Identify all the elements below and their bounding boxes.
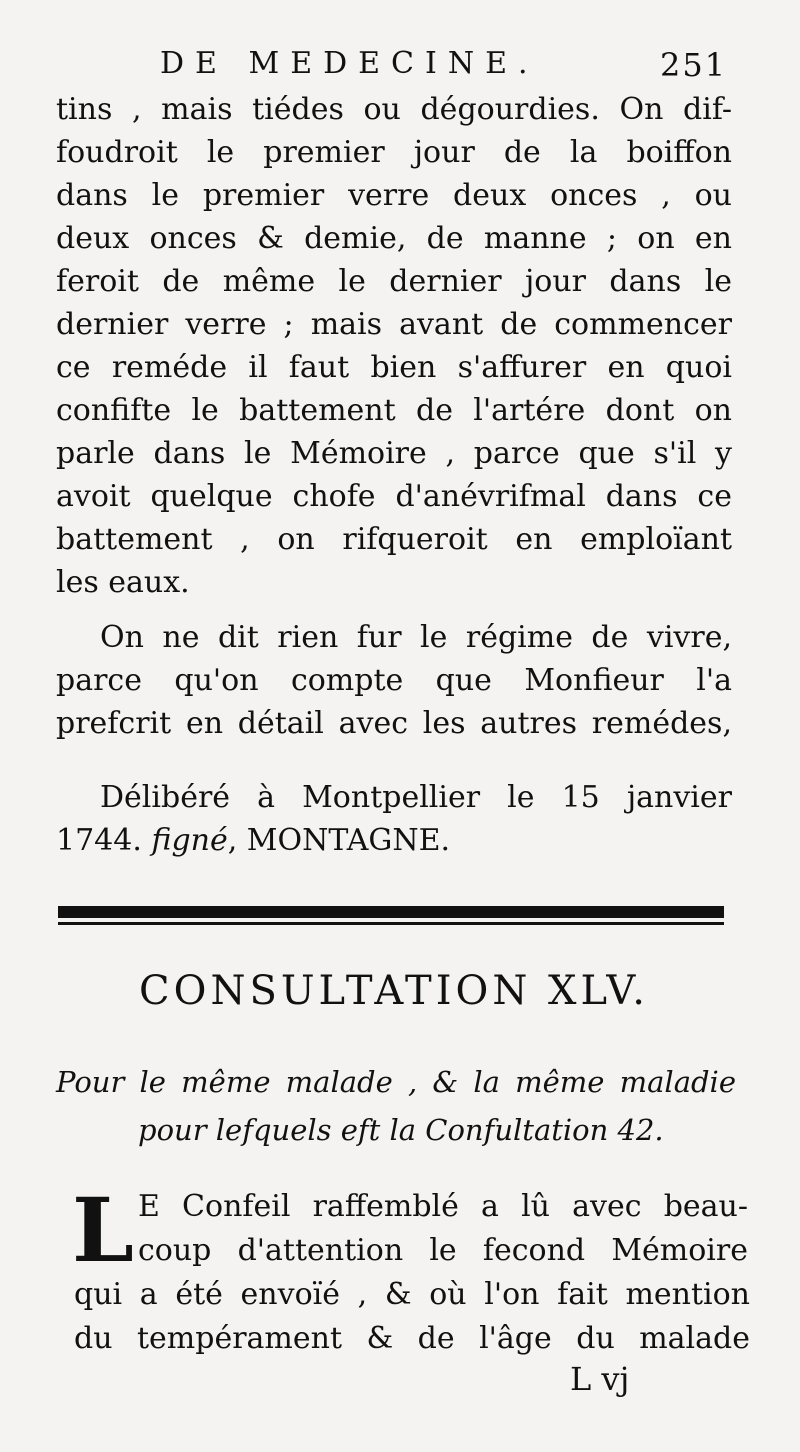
text-line: dans le premier verre deux onces , ou [56, 178, 732, 213]
text-line: parce qu'on compte que Monfieur l'a [56, 663, 732, 698]
deliberation-line: Délibéré à Montpellier le 15 janvier [100, 780, 732, 815]
text-line: prefcrit en détail avec les autres remédes, [56, 706, 732, 741]
text-line: tins , mais tiédes ou dégourdies. On dif- [56, 92, 732, 127]
running-head-title: DE MEDECINE. [160, 46, 539, 81]
consultation-subtitle [56, 1058, 736, 1154]
signature-line [56, 819, 732, 862]
text-line: avoit quelque chofe d'anévrifmal dans ce [56, 479, 732, 514]
section-divider [58, 906, 724, 925]
text-line: battement , on rifqueroit en emploïant [56, 522, 732, 557]
text-line: confifte le battement de l'artére dont on [56, 393, 732, 428]
text-line: parle dans le Mémoire , parce que s'il y [56, 436, 732, 471]
deliberation-date: 1744. [56, 823, 142, 858]
signer-name: , MONTAGNE. [227, 823, 451, 858]
text-line: feroit de même le dernier jour dans le [56, 264, 732, 299]
drop-cap: L [72, 1178, 134, 1282]
text-line: les eaux. [56, 565, 190, 600]
deliberation [56, 776, 732, 862]
text-line: du tempérament & de l'âge du malade [74, 1321, 750, 1356]
subtitle-line: pour lefquels eft la Confultation 42. [138, 1113, 664, 1147]
text-line: dernier verre ; mais avant de commencer [56, 307, 732, 342]
consultation-body [58, 1180, 748, 1360]
consultation-heading: CONSULTATION XLV. [139, 968, 649, 1014]
signature-mark: L vj [570, 1360, 630, 1398]
text-line: deux onces & demie, de manne ; on en [56, 221, 732, 256]
signed-word: figné [151, 823, 228, 858]
text-line: qui a été envoïé , & où l'on fait mention [74, 1277, 750, 1312]
text-line: ce reméde il faut bien s'affurer en quoi [56, 350, 732, 385]
paragraph-continuation [56, 88, 732, 604]
text-line: On ne dit rien fur le régime de vivre, [100, 620, 732, 655]
divider-thin-rule [58, 922, 724, 925]
text-line: coup d'attention le fecond Mémoire [138, 1233, 748, 1268]
page-number: 251 [660, 46, 728, 84]
subtitle-line: Pour le même malade , & la même maladie [56, 1065, 736, 1099]
text-line: foudroit le premier jour de la boiffon [56, 135, 732, 170]
paragraph-regime [56, 616, 732, 745]
divider-thick-rule [58, 906, 724, 918]
text-line: E Confeil raffemblé a lû avec beau- [138, 1189, 748, 1224]
